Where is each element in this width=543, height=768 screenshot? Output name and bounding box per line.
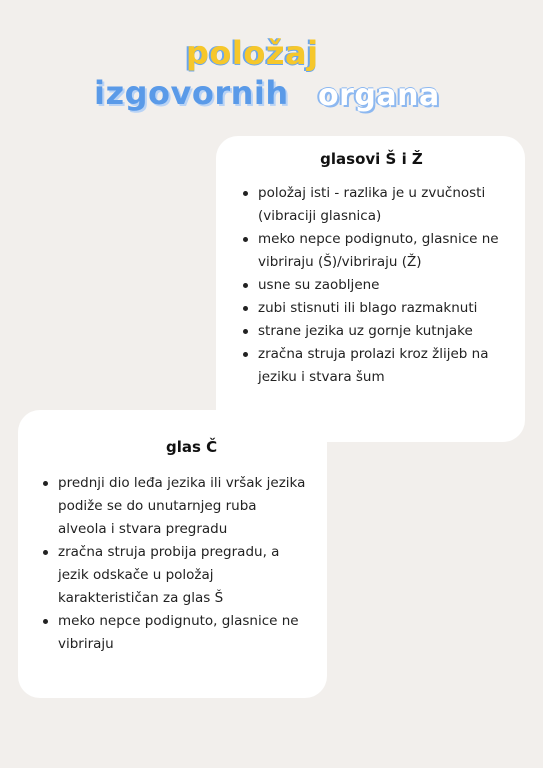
list-item: zubi stisnuti ili blago razmaknuti: [258, 297, 499, 320]
card-c-heading: glas Č: [166, 438, 218, 456]
card-sz: [216, 136, 525, 442]
list-item: meko nepce podignuto, glasnice ne vibriraju: [58, 610, 307, 656]
list-item: položaj isti - razlika je u zvučnosti (vibraciji glasnica): [258, 182, 499, 228]
card-sz-heading: glasovi Š i Ž: [320, 150, 423, 168]
title-line-1: položaj: [186, 34, 319, 72]
card-sz-list: [236, 182, 499, 389]
list-item: meko nepce podignuto, glasnice ne vibriraju (Š)/vibriraju (Ž): [258, 228, 499, 274]
list-item: zračna struja probija pregradu, a jezik odskače u položaj karakterističan za glas Š: [58, 541, 307, 610]
list-item: prednji dio leđa jezika ili vršak jezika podiže se do unutarnjeg ruba alveola i stvara pregradu: [58, 472, 307, 541]
list-item: zračna struja prolazi kroz žlijeb na jeziku i stvara šum: [258, 343, 499, 389]
card-c: [18, 410, 327, 698]
title-line-2: izgovornih: [94, 74, 289, 112]
title-line-3: organa: [318, 78, 440, 113]
card-c-list: [36, 472, 307, 656]
list-item: strane jezika uz gornje kutnjake: [258, 320, 499, 343]
list-item: usne su zaobljene: [258, 274, 499, 297]
